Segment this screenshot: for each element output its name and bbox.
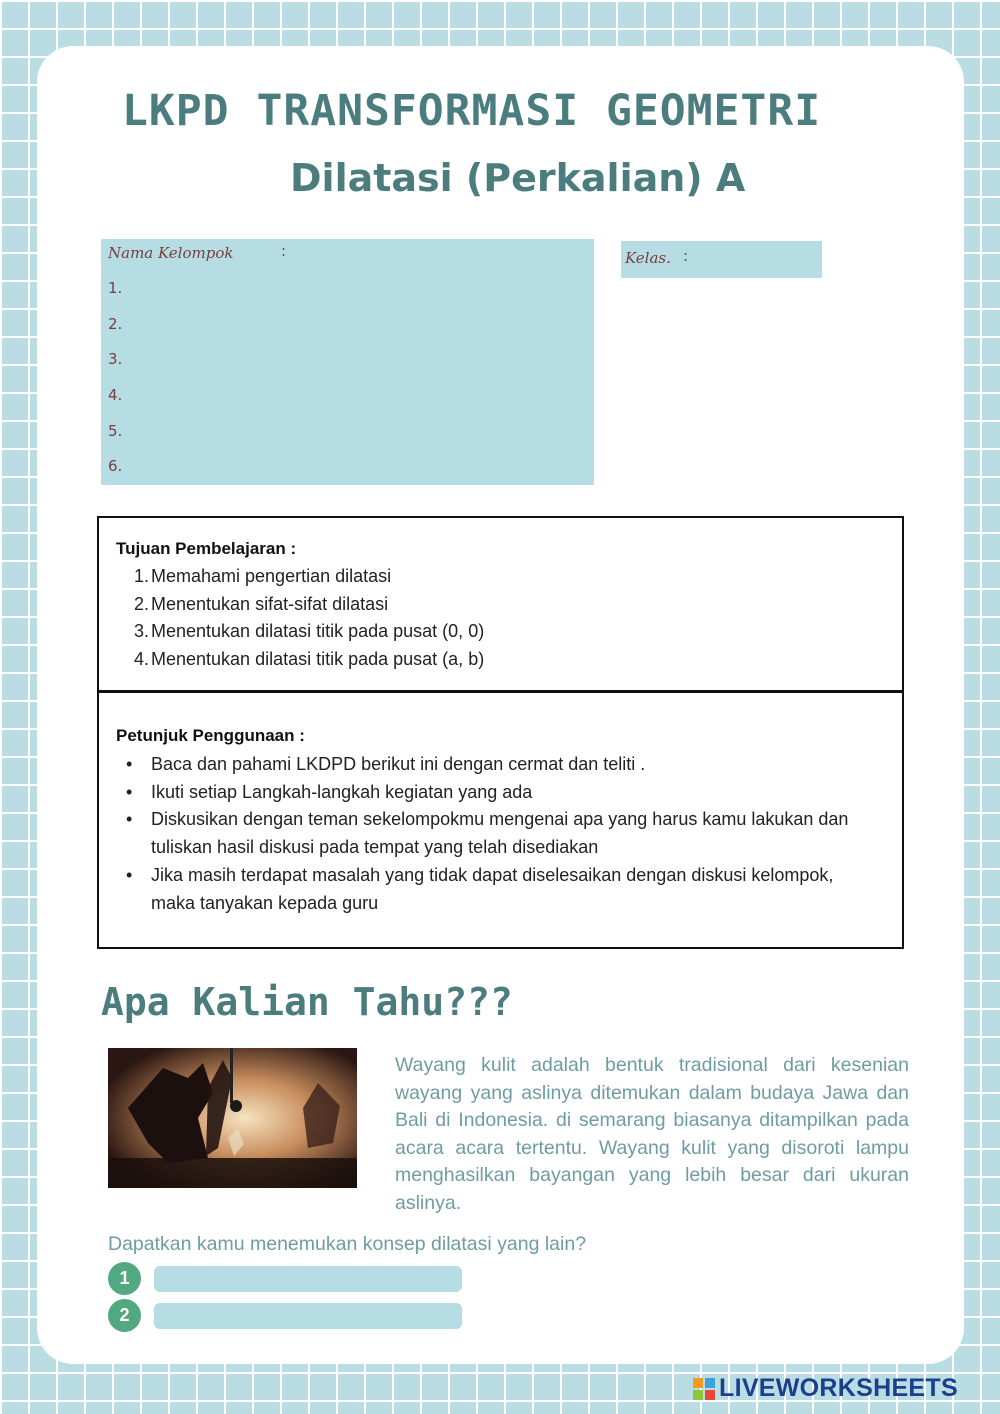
question-text: Dapatkan kamu menemukan konsep dilatasi yang lain? — [108, 1233, 587, 1255]
page-subtitle: Dilatasi (Perkalian) A — [290, 156, 746, 200]
goal-item: 1. Memahami pengertian dilatasi — [133, 566, 392, 586]
liveworksheets-icon — [693, 1378, 715, 1400]
member-number: 1. — [108, 279, 123, 297]
goal-item: 4. Menentukan dilatasi titik pada pusat (a, b) — [133, 649, 485, 670]
answer-number-badge: 1 — [108, 1262, 141, 1295]
member-number: 3. — [108, 350, 123, 368]
goals-list — [116, 563, 484, 674]
brand-text: LIVEWORKSHEETS — [719, 1374, 958, 1402]
member-number: 6. — [108, 457, 123, 475]
class-field[interactable] — [621, 241, 822, 278]
group-members-box — [101, 239, 594, 485]
member-number: 5. — [108, 422, 123, 440]
answer-number-badge: 2 — [108, 1299, 141, 1332]
answer-row — [108, 1262, 468, 1296]
intro-paragraph: Wayang kulit adalah bentuk tradisional dari kesenian wayang yang aslinya ditemukan dalam budaya Jawa dan Bali di Indonesia. di semarang biasanya ditampilkan pada acara acara tertentu. Wayang kulit yang disoroti lampu menghasilkan bayangan yang lebih besar dari ukuran aslinya. — [395, 1054, 909, 1214]
group-name-colon: : — [281, 242, 287, 260]
instructions-list — [116, 751, 851, 917]
instruction-item: • Jika masih terdapat masalah yang tidak dapat diselesaikan dengan diskusi kelompok, maka tanyakan kepada guru — [126, 864, 834, 913]
instructions-heading: Petunjuk Penggunaan : — [116, 726, 305, 745]
class-colon: : — [683, 247, 689, 265]
info-frame — [97, 516, 904, 949]
page-title: LKPD TRANSFORMASI GEOMETRI — [122, 86, 822, 136]
class-label: Kelas. — [625, 249, 671, 267]
answer-row — [108, 1299, 468, 1333]
member-number: 2. — [108, 315, 123, 333]
goals-heading: Tujuan Pembelajaran : — [116, 539, 297, 558]
group-name-label: Nama Kelompok — [108, 244, 234, 262]
goal-item: 3. Menentukan dilatasi titik pada pusat (0, 0) — [133, 621, 485, 642]
instruction-item: • Baca dan pahami LKDPD berikut ini dengan cermat dan teliti . — [126, 754, 646, 774]
answer-input-2[interactable] — [154, 1303, 462, 1329]
goal-item: 2. Menentukan sifat-sifat dilatasi — [133, 593, 389, 614]
instruction-item: • Diskusikan dengan teman sekelompokmu mengenai apa yang harus kamu lakukan dan tuliskan hasil diskusi pada tempat yang telah disediakan — [126, 809, 849, 858]
member-number: 4. — [108, 386, 123, 404]
wayang-photo — [108, 1048, 357, 1188]
section-divider — [99, 690, 902, 693]
answer-input-1[interactable] — [154, 1266, 462, 1292]
section-heading: Apa Kalian Tahu??? — [101, 980, 513, 1024]
instruction-item: • Ikuti setiap Langkah-langkah kegiatan yang ada — [126, 781, 533, 802]
